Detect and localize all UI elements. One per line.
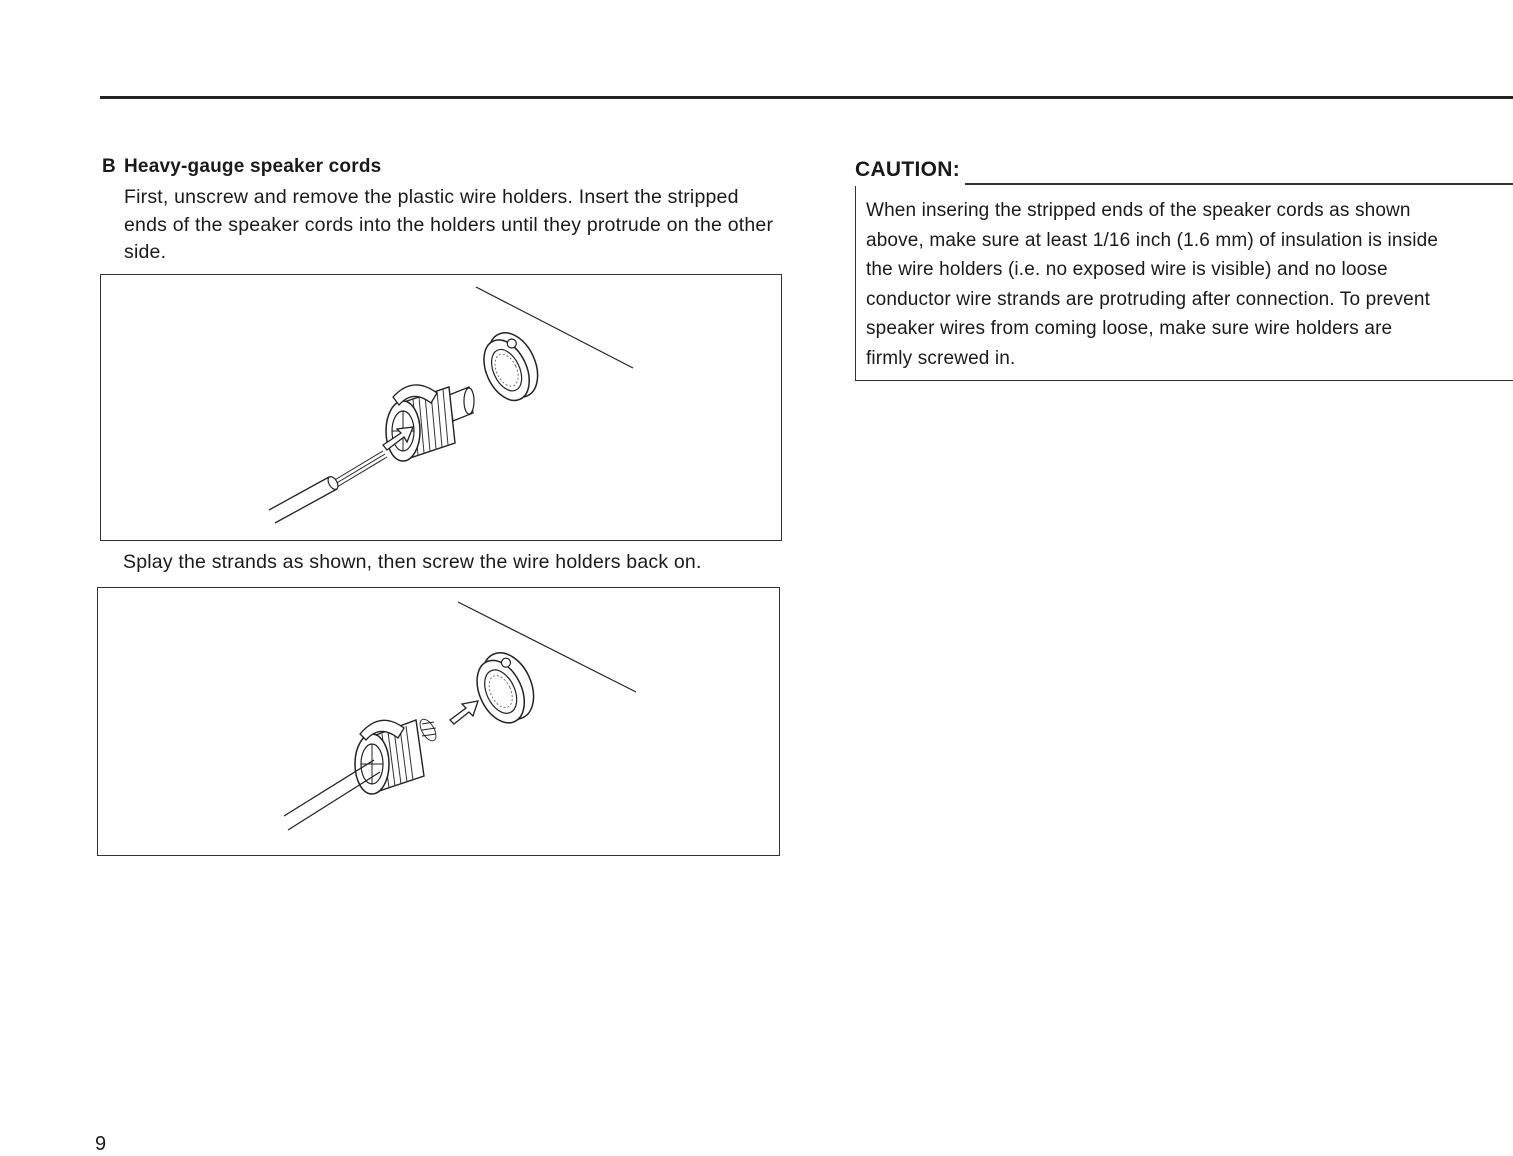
caution-title: CAUTION: bbox=[855, 158, 961, 181]
section-title: Heavy-gauge speaker cords bbox=[124, 156, 382, 177]
splayed-strands bbox=[417, 717, 439, 744]
figure-insert-cord bbox=[100, 274, 782, 541]
caution-title-rule bbox=[965, 183, 1513, 185]
intro-paragraph: First, unscrew and remove the plastic wire holders. Insert the stripped ends of the speaker cords into the holders until they protrude on the other side. bbox=[124, 186, 774, 263]
figure-screw-holder bbox=[97, 587, 780, 856]
caution-text: When insering the stripped ends of the speaker cords as shown above, make sure at least 1/16 inch (1.6 mm) of insulation is inside the wire holders (i.e. no exposed wire is visible) and no loose conductor wire strands are protruding after connection. To prevent speaker wires from coming loose, make sure wire holders are firmly screwed in. bbox=[866, 200, 1439, 369]
section-marker: B bbox=[102, 156, 116, 177]
screw-holder-illustration bbox=[98, 588, 781, 857]
between-instruction: Splay the strands as shown, then screw the wire holders back on. bbox=[123, 551, 702, 573]
wire-holder-cap bbox=[473, 325, 547, 408]
wire-holder-cap bbox=[466, 645, 544, 731]
page-number: 9 bbox=[95, 1133, 107, 1155]
insert-arrow-icon bbox=[450, 701, 478, 724]
section-heading bbox=[102, 156, 381, 178]
top-rule bbox=[100, 96, 1513, 99]
insert-cord-illustration bbox=[101, 275, 783, 542]
